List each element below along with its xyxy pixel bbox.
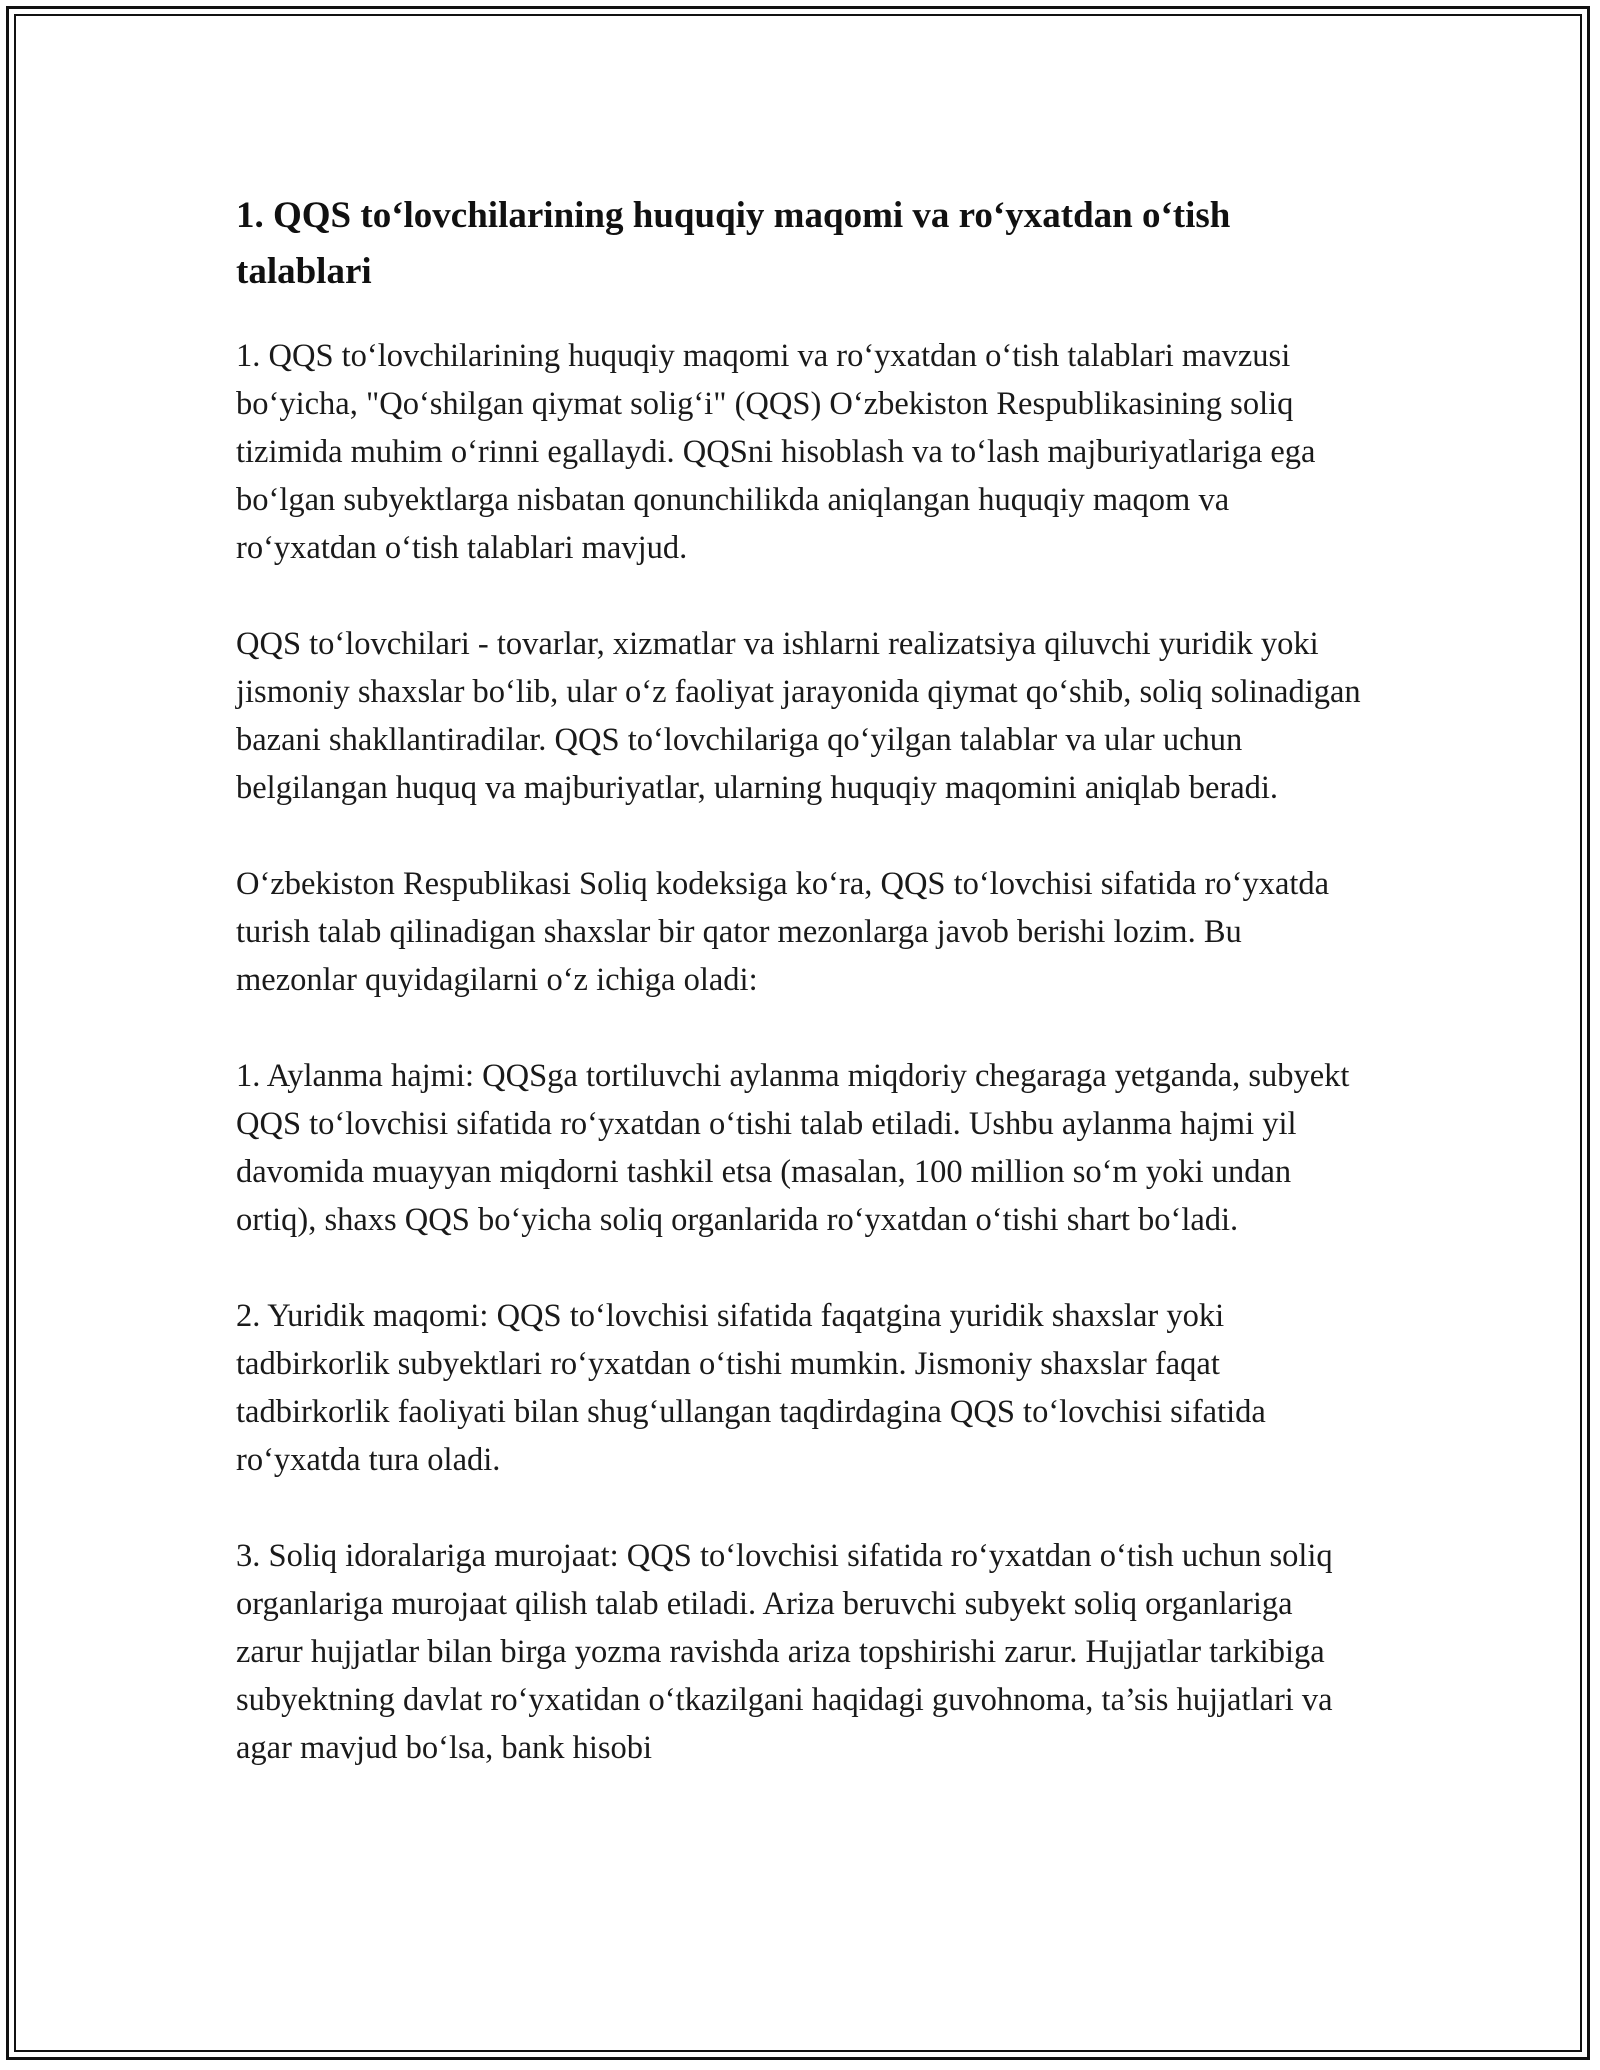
paragraph-criterion-legal-status: 2. Yuridik maqomi: QQS to‘lovchisi sifatida faqatgina yuridik shaxslar yoki tadbirkorlik subyektlari ro‘yxatdan o‘tishi mumkin. Jismoniy shaxslar faqat tadbirkorlik faoliyati bilan shug‘ullangan taqdirdagina QQS to‘lovchisi sifatida ro‘yxatda tura oladi. [236, 1298, 1266, 1478]
paragraph-intro: 1. QQS to‘lovchilarining huquqiy maqomi va ro‘yxatdan o‘tish talablari mavzusi bo‘yicha, "Qo‘shilgan qiymat solig‘i" (QQS) O‘zbekiston Respublikasining soliq tizimida muhim o‘rinni egallaydi. QQSni hisoblash va to‘lash majburiyatlariga ega bo‘lgan subyektlarga nisbatan qonunchilikda aniqlangan huquqiy maqom va ro‘yxatdan o‘tish talablari mavjud. [236, 338, 1316, 566]
document-body [236, 188, 1366, 1772]
document-heading: 1. QQS to‘lovchilarining huquqiy maqomi va ro‘yxatdan o‘tish talablari [236, 195, 1231, 292]
paragraph-criteria-intro: O‘zbekiston Respublikasi Soliq kodeksiga ko‘ra, QQS to‘lovchisi sifatida ro‘yxatda turish talab qilinadigan shaxslar bir qator mezonlarga javob berishi lozim. Bu mezonlar quyidagilarni o‘z ichiga oladi: [236, 866, 1330, 998]
paragraph-payers-definition: QQS to‘lovchilari - tovarlar, xizmatlar va ishlarni realizatsiya qiluvchi yuridik yoki jismoniy shaxslar bo‘lib, ular o‘z faoliyat jarayonida qiymat qo‘shib, soliq solinadigan bazani shakllantiradilar. QQS to‘lovchilariga qo‘yilgan talablar va ular uchun belgilangan huquq va majburiyatlar, ularning huquqiy maqomini aniqlab beradi. [236, 626, 1361, 806]
paragraph-criterion-turnover: 1. Aylanma hajmi: QQSga tortiluvchi aylanma miqdoriy chegaraga yetganda, subyekt QQS to‘lovchisi sifatida ro‘yxatdan o‘tishi talab etiladi. Ushbu aylanma hajmi yil davomida muayyan miqdorni tashkil etsa (masalan, 100 million so‘m yoki undan ortiq), shaxs QQS bo‘yicha soliq organlarida ro‘yxatdan o‘tishi shart bo‘ladi. [236, 1058, 1350, 1238]
paragraph-criterion-tax-office: 3. Soliq idoralariga murojaat: QQS to‘lovchisi sifatida ro‘yxatdan o‘tish uchun soliq organlariga murojaat qilish talab etiladi. Ariza beruvchi subyekt soliq organlariga zarur hujjatlar bilan birga yozma ravishda ariza topshirishi zarur. Hujjatlar tarkibiga subyektning davlat ro‘yxatidan o‘tkazilgani haqidagi guvohnoma, ta’sis hujjatlari va agar mavjud bo‘lsa, bank hisobi [236, 1538, 1333, 1766]
